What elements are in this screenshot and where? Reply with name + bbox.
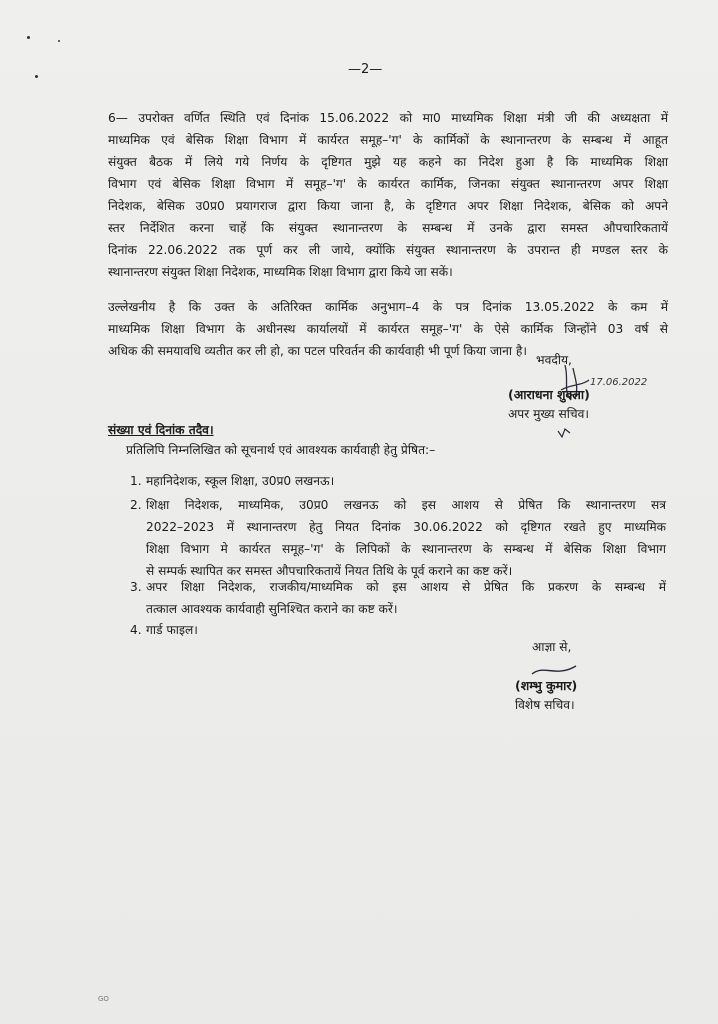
scan-speck xyxy=(27,36,30,39)
closing-text: आज्ञा से, xyxy=(532,640,572,654)
memo-intro: प्रतिलिपि निम्नलिखित को सूचनार्थ एवं आवश्यक कार्यवाही हेतु प्रेषित:– xyxy=(126,443,436,457)
signatory-name: (आराधना शुक्ला) xyxy=(508,387,590,402)
list-item-line: शिक्षा निदेशक, माध्यमिक, उ0प्र0 लखनऊ को इस आशय से प्रेषित कि स्थानान्तरण सत्र xyxy=(146,498,666,512)
list-item-line: तत्काल आवश्यक कार्यवाही सुनिश्चित कराने का कष्ट करें। xyxy=(146,602,398,616)
paragraph-line: अधिक की समयावधि व्यतीत कर ली हो, का पटल परिवर्तन की कार्यवाही भी पूर्ण किया जाना है। xyxy=(108,344,528,358)
paragraph-line: विभाग एवं बेसिक शिक्षा विभाग में समूह–'ग' के कार्यरत कार्मिक, जिनका संयुक्त स्थानान्तरण अपर शिक्षा xyxy=(108,177,668,191)
paragraph-line: दिनांक 22.06.2022 तक पूर्ण कर ली जाये, क्योंकि संयुक्त स्थानान्तरण के उपरान्त ही मण्डल स्तर के xyxy=(108,243,668,257)
page-number: —2— xyxy=(348,62,383,77)
signatory-designation: विशेष सचिव। xyxy=(515,698,575,712)
list-item-line: से सम्पर्क स्थापित कर समस्त औपचारिकतायें नियत तिथि के पूर्व कराने का कष्ट करें। xyxy=(146,564,513,578)
paragraph-line: स्तर निर्देशित करना चाहें कि संयुक्त स्थानान्तरण के सम्बन्ध में उनके द्वारा समस्त औपचारिकतायें xyxy=(108,221,668,235)
paragraph-line: निदेशक, बेसिक उ0प्र0 प्रयागराज द्वारा किया जाना है, के दृष्टिगत अपर शिक्षा निदेशक, बेसिक को अपने xyxy=(108,199,668,213)
list-item-number: 4. xyxy=(130,623,142,637)
paragraph-line: उल्लेखनीय है कि उक्त के अतिरिक्त कार्मिक अनुभाग–4 के पत्र दिनांक 13.05.2022 के कम में xyxy=(108,300,668,314)
initial-mark xyxy=(557,427,571,439)
footer-mark: GO xyxy=(98,995,109,1003)
list-item-number: 1. xyxy=(130,474,142,488)
paragraph-line: माध्यमिक शिक्षा विभाग के अधीनस्थ कार्यालयों में कार्यरत समूह–'ग' के ऐसे कार्मिक जिन्होंने 03 वर्ष से xyxy=(108,322,668,336)
list-item-line: गार्ड फाइल। xyxy=(146,623,198,637)
closing-text: भवदीय, xyxy=(536,353,572,367)
memo-heading: संख्या एवं दिनांक तदैव। xyxy=(108,423,214,437)
paragraph-line: स्थानान्तरण संयुक्त शिक्षा निदेशक, माध्यमिक शिक्षा विभाग द्वारा किये जा सकें। xyxy=(108,265,453,279)
list-item-number: 3. xyxy=(130,580,142,594)
paragraph-line: माध्यमिक एवं बेसिक शिक्षा विभाग में कार्यरत समूह–'ग' के कार्मिकों के स्थानान्तरण के सम्बन्ध में आहूत xyxy=(108,133,668,147)
handwritten-date: 17.06.2022 xyxy=(590,377,648,388)
paragraph-line: संयुक्त बैठक में लिये गये निर्णय के दृष्टिगत मुझे यह कहने का निदेश हुआ है कि माध्यमिक शिक्षा xyxy=(108,155,668,169)
paragraph-line: 6— उपरोक्त वर्णित स्थिति एवं दिनांक 15.06.2022 को मा0 माध्यमिक शिक्षा मंत्री जी की अध्यक्षता में xyxy=(108,111,668,125)
scan-speck xyxy=(35,75,38,78)
signatory-name: (शम्भु कुमार) xyxy=(515,678,578,693)
signatory-designation: अपर मुख्य सचिव। xyxy=(508,407,589,421)
list-item-number: 2. xyxy=(130,498,142,512)
scan-speck xyxy=(58,40,60,42)
list-item-line: 2022–2023 में स्थानान्तरण हेतु नियत दिनांक 30.06.2022 को दृष्टिगत रखते हुए माध्यमिक xyxy=(146,520,666,534)
list-item-line: अपर शिक्षा निदेशक, राजकीय/माध्यमिक को इस आशय से प्रेषित कि प्रकरण के सम्बन्ध में xyxy=(146,580,666,594)
list-item-line: शिक्षा विभाग मे कार्यरत समूह–'ग' के लिपिकों के स्थानान्तरण के सम्बन्ध में बेसिक शिक्षा विभाग xyxy=(146,542,666,556)
list-item-line: महानिदेशक, स्कूल शिक्षा, उ0प्र0 लखनऊ। xyxy=(146,474,335,488)
